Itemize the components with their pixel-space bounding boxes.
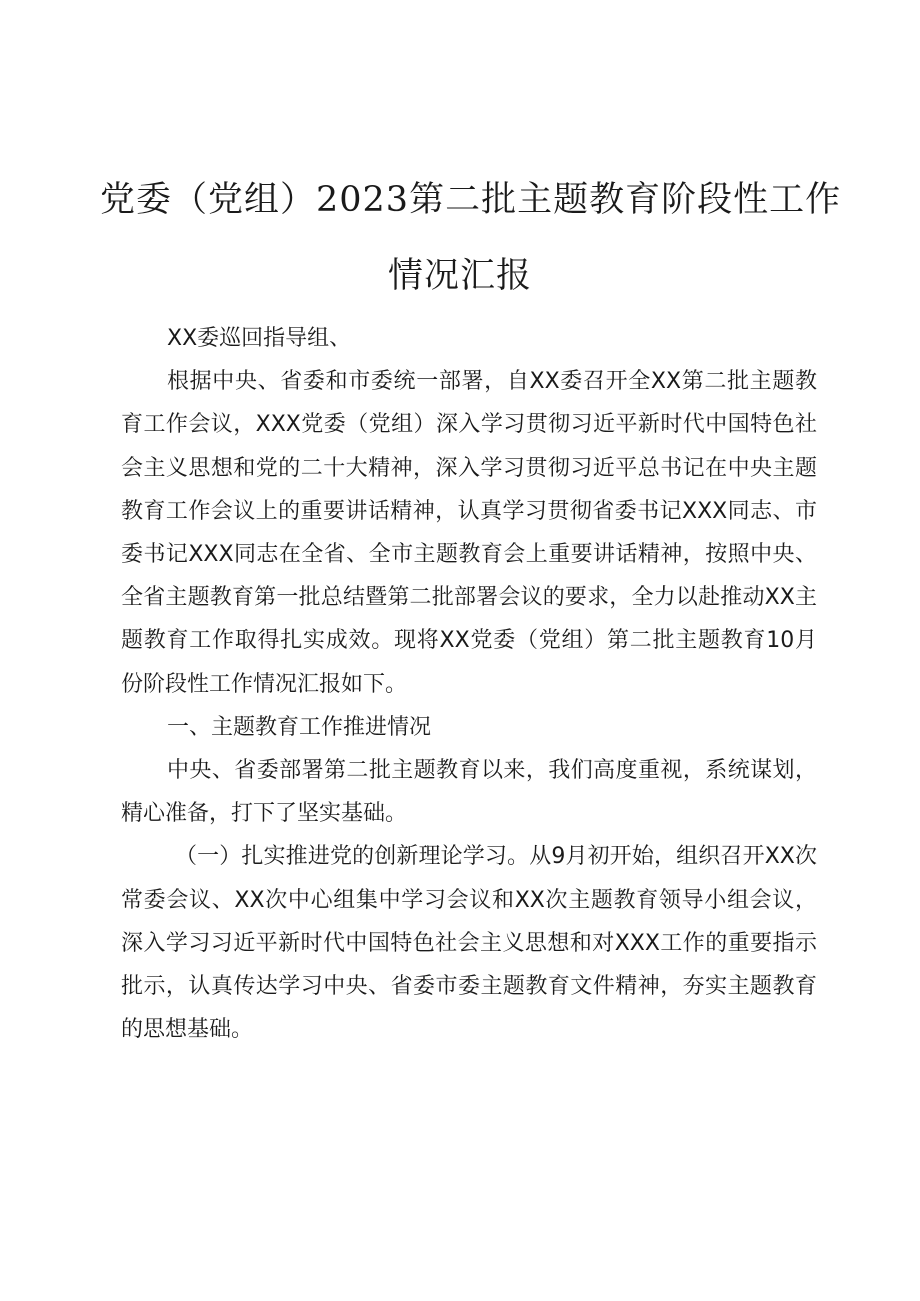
subsection-paragraph: （一）扎实推进党的创新理论学习。从9月初开始，组织召开XX次常委会议、XX次中心组集中学习会议和XX次主题教育领导小组会议，深入学习习近平新时代中国特色社会主义思想和对XXX工作的重要指示批示，认真传达学习中央、省委市委主题教育文件精神，夯实主题教育的思想基础。 bbox=[121, 844, 817, 1043]
document-title-line-2: 情况汇报 bbox=[387, 256, 532, 296]
paragraph-intro: 根据中央、省委和市委统一部署，自XX委召开全XX第二批主题教育工作会议，XXX党委（党组）深入学习贯彻习近平新时代中国特色社会主义思想和党的二十大精神，深入学习贯彻习近平总书记在中央主题教育工作会议上的重要讲话精神，认真学习贯彻省委书记XXX同志、市委书记XXX同志在全省、全市主题教育会上重要讲话精神，按照中央、全省主题教育第一批总结暨第二批部署会议的要求，全力以赴推动XX主题教育工作取得扎实成效。现将XX党委（党组）第二批主题教育10月份阶段性工作情况汇报如下。 bbox=[121, 369, 817, 697]
section-heading: 一、主题教育工作推进情况 bbox=[167, 714, 432, 740]
document-body bbox=[121, 317, 817, 1051]
document-title-line-1: 党委（党组）2023第二批主题教育阶段性工作 bbox=[100, 180, 842, 220]
salutation: XX委巡回指导组、 bbox=[167, 326, 352, 351]
section-intro-paragraph: 中央、省委部署第二批主题教育以来，我们高度重视，系统谋划，精心准备，打下了坚实基础。 bbox=[121, 758, 817, 827]
